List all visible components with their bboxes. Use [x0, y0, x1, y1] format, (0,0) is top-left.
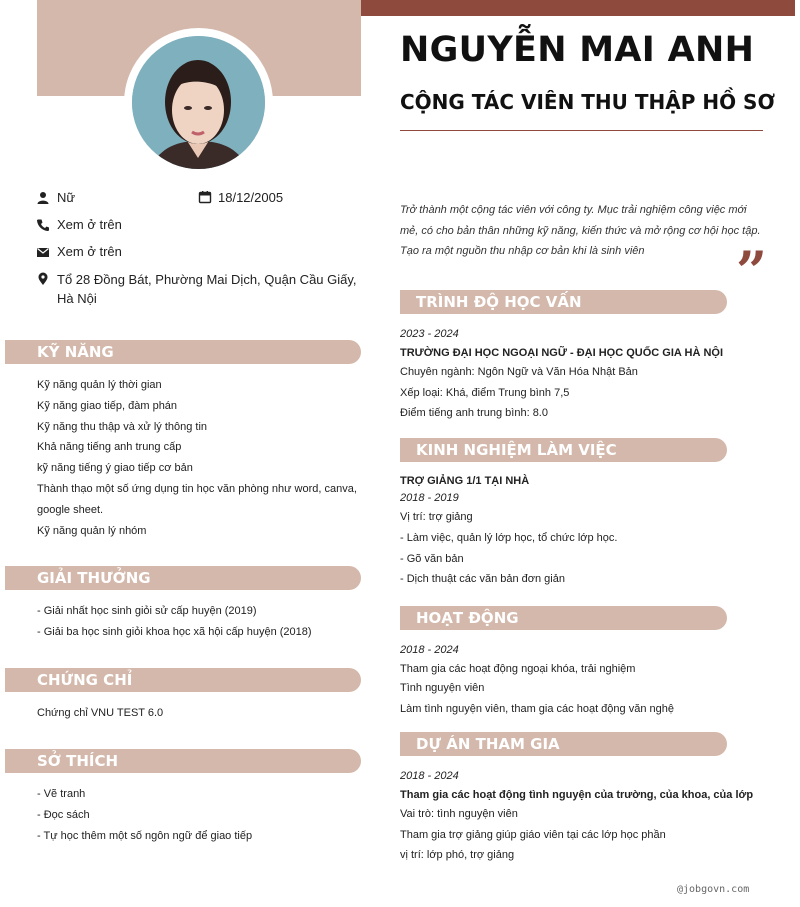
birthdate-value: 18/12/2005	[218, 190, 284, 205]
skills-heading: KỸ NĂNG	[5, 340, 361, 364]
list-item: kỹ năng tiếng ý giao tiếp cơ bản	[37, 462, 193, 475]
certificates-list	[37, 703, 361, 724]
email-value: Xem ở trên	[57, 244, 122, 259]
company-name: TRỢ GIẢNG 1/1 TẠI NHÀ	[400, 475, 530, 487]
list-item: Vị trí: trợ giảng	[400, 511, 473, 523]
career-objective: Trở thành một cộng tác viên với công ty. Mục trải nghiệm công việc mới mẻ, có cho bản thân những kỹ năng, kiến thức và mở rộng cơ hội học tập. Tạo ra một nguồn thu nhập cơ bản khi là sinh viên	[400, 204, 761, 257]
list-item: Kỹ năng quản lý thời gian	[37, 379, 162, 391]
experience-date: 2018 - 2019	[400, 492, 459, 504]
footer-watermark: @jobgovn.com	[677, 884, 750, 895]
gender-value: Nữ	[57, 190, 76, 205]
list-item: - Tự học thêm một số ngôn ngữ để giao tiếp	[37, 829, 253, 842]
list-item: Tham gia trợ giảng giúp giáo viên tại các lớp học phần	[400, 828, 666, 841]
skills-list	[37, 375, 361, 541]
list-item: Kỹ năng quản lý nhóm	[37, 524, 147, 537]
email-icon	[36, 245, 50, 259]
certificates-heading: CHỨNG CHỈ	[5, 668, 361, 692]
list-item: Tình nguyện viên	[400, 681, 485, 694]
job-title: CỘNG TÁC VIÊN THU THẬP HỒ SƠ	[400, 90, 775, 114]
address-value: Tổ 28 Đồng Bát, Phường Mai Dịch, Quận Cầu Giấy, Hà Nội	[57, 272, 357, 306]
list-item: - Làm việc, quản lý lớp học, tổ chức lớp học.	[400, 531, 618, 544]
list-item: Kỹ năng giao tiếp, đàm phán	[37, 399, 178, 412]
activities-date: 2018 - 2024	[400, 644, 459, 656]
list-item: - Đọc sách	[37, 808, 90, 821]
awards-list	[37, 601, 361, 643]
list-item: Vai trò: tình nguyện viên	[400, 807, 518, 820]
activities-entry	[400, 640, 780, 719]
experience-heading: KINH NGHIỆM LÀM VIỆC	[400, 438, 727, 462]
hobbies-list	[37, 784, 361, 846]
list-item: Thành thạo một số ứng dụng tin học văn phòng như word, canva, google sheet.	[37, 482, 357, 516]
phone-value: Xem ở trên	[57, 217, 122, 232]
experience-entry	[400, 473, 780, 590]
top-accent-bar	[361, 0, 795, 16]
title-divider	[400, 130, 763, 131]
list-item: Khả năng tiếng anh trung cấp	[37, 441, 182, 454]
quote-icon: ”	[736, 239, 768, 303]
list-item: Chuyên ngành: Ngôn Ngữ và Văn Hóa Nhật Bản	[400, 365, 638, 378]
education-entry	[400, 324, 780, 424]
education-heading: TRÌNH ĐỘ HỌC VẤN	[400, 290, 727, 314]
list-item: Chứng chỉ VNU TEST 6.0	[37, 707, 164, 719]
awards-heading: GIẢI THƯỞNG	[5, 566, 361, 590]
activities-heading: HOẠT ĐỘNG	[400, 606, 727, 630]
list-item: Xếp loại: Khá, điểm Trung bình 7,5	[400, 386, 570, 399]
list-item: - Giải nhất học sinh giỏi sử cấp huyện (2019)	[37, 605, 257, 617]
hobbies-heading: SỞ THÍCH	[5, 749, 361, 773]
education-date: 2023 - 2024	[400, 328, 459, 340]
projects-heading: DỰ ÁN THAM GIA	[400, 732, 727, 756]
list-item: - Giải ba học sinh giỏi khoa học xã hội cấp huyện (2018)	[37, 625, 312, 638]
projects-date: 2018 - 2024	[400, 770, 459, 782]
phone-icon	[36, 218, 50, 232]
list-item: Điểm tiếng anh trung bình: 8.0	[400, 407, 548, 420]
list-item: - Gõ văn bản	[400, 552, 464, 565]
list-item: Kỹ năng thu thập và xử lý thông tin	[37, 420, 208, 433]
calendar-icon	[198, 190, 212, 204]
person-icon	[36, 191, 50, 205]
profile-photo	[132, 36, 265, 169]
school-name: TRƯỜNG ĐẠI HỌC NGOẠI NGỮ - ĐẠI HỌC QUỐC GIA HÀ NỘI	[400, 346, 724, 359]
list-item: - Dịch thuật các văn bản đơn giản	[400, 573, 565, 586]
location-pin-icon	[36, 272, 50, 286]
list-item: vị trí: lớp phó, trợ giảng	[400, 849, 515, 862]
list-item: - Vẽ tranh	[37, 788, 86, 800]
candidate-name: NGUYỄN MAI ANH	[400, 30, 755, 70]
project-name: Tham gia các hoạt động tình nguyện của trường, của khoa, của lớp	[400, 788, 754, 801]
list-item: Tham gia các hoạt động ngoại khóa, trải nghiệm	[400, 662, 636, 675]
projects-entry	[400, 766, 780, 866]
list-item: Làm tình nguyện viên, tham gia các hoạt động văn nghệ	[400, 702, 674, 715]
